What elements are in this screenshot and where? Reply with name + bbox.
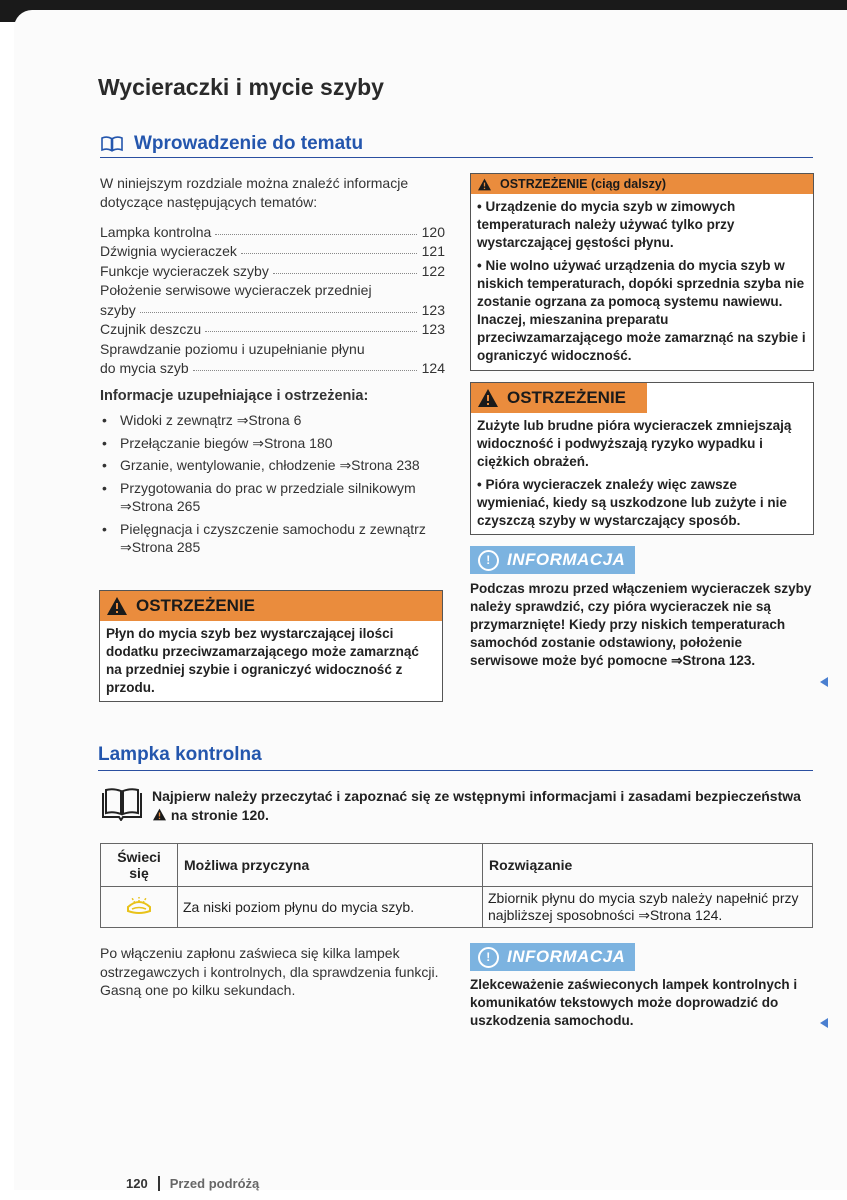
solution-cell: Zbiornik płynu do mycia szyb należy napełnić przy najbliższej sposobności ⇒Strona 124.: [483, 887, 813, 928]
info-icon: !: [478, 947, 499, 968]
toc-row[interactable]: [100, 259, 445, 279]
warning-header-text: OSTRZEŻENIE: [507, 388, 627, 407]
col-header-solution: Rozwiązanie: [483, 844, 813, 887]
toc-row[interactable]: [100, 220, 445, 240]
info-badge: [470, 546, 635, 574]
continue-marker-icon: [820, 677, 828, 687]
warning-triangle-icon: [477, 178, 492, 191]
col-header-lamp: Świeci się: [101, 844, 178, 887]
toc-label: do mycia szyb: [100, 360, 189, 376]
cause-cell: Za niski poziom płynu do mycia szyb.: [178, 887, 483, 928]
continue-marker-icon: [820, 1018, 828, 1028]
toc-label: Lampka kontrolna: [100, 223, 212, 240]
warning-triangle-icon: [477, 388, 499, 408]
footer-divider: [158, 1176, 160, 1191]
toc-row[interactable]: [100, 298, 445, 318]
toc-label: Dźwignia wycieraczek: [100, 243, 237, 259]
toc-list: [100, 220, 445, 376]
warning-header-text: OSTRZEŻENIE (ciąg dalszy): [500, 177, 667, 191]
warning-body: [471, 194, 813, 365]
info-text: Podczas mrozu przed włączeniem wycieraczek szyby należy sprawdzić, czy pióra wycieraczek nie są przymarznięte! Kiedy przy niskich temperaturach samochód zostanie odstawiony, położenie serwisowe może być pomocne ⇒Strona 123.: [470, 581, 812, 668]
toc-label: Czujnik deszczu: [100, 321, 202, 337]
info-text: Zlekceważenie zaświeconych lampek kontrolnych i komunikatów tekstowych może doprowadzić do uszkodzenia samochodu.: [470, 977, 798, 1028]
toc-row[interactable]: [100, 337, 445, 357]
toc-row[interactable]: [100, 357, 445, 377]
intro-text: W niniejszym rozdziale można znaleźć informacje dotyczące następujących tematów:: [100, 175, 409, 210]
table-header-row: [101, 844, 813, 887]
warning-box-continued: [470, 173, 814, 371]
toc-label: Położenie serwisowe wycieraczek przedniej: [100, 282, 372, 298]
toc-row[interactable]: [100, 318, 445, 338]
page-footer: [126, 1176, 259, 1191]
warning-header-text: OSTRZEŻENIE: [136, 596, 256, 615]
section-heading-lampka: [98, 744, 813, 771]
read-first-page-ref[interactable]: na stronie 120.: [170, 807, 269, 823]
page-title: Wycieraczki i mycie szyby: [98, 74, 384, 100]
warning-triangle-icon: [152, 808, 167, 821]
info-icon: !: [478, 550, 499, 571]
reference-item[interactable]: • Przełączanie biegów ⇒Strona 180: [100, 434, 445, 453]
washer-fluid-lamp-icon: [124, 893, 154, 917]
info-label: INFORMACJA: [507, 947, 626, 966]
indicator-table: [100, 843, 813, 928]
read-first-note: [152, 787, 802, 825]
toc-label: szyby: [100, 301, 136, 318]
warning-text: Płyn do mycia szyb bez wystarczającej ilości dodatku przeciwzamarzającego może zamarznąć na przedniej szybie i ograniczyć widoczność z przodu.: [106, 626, 419, 695]
info-warnings-subheading: Informacje uzupełniające i ostrzeżenia:: [100, 388, 369, 404]
toc-page: 123: [421, 301, 445, 318]
section-heading-intro: [100, 131, 813, 158]
reference-item[interactable]: • Grzanie, wentylowanie, chłodzenie ⇒Strona 238: [100, 456, 445, 475]
section-heading-text: Wprowadzenie do tematu: [134, 133, 364, 154]
toc-page: 122: [421, 262, 445, 279]
warning-body: [471, 413, 813, 530]
warning-box-washer-fluid: [99, 590, 443, 702]
reference-item[interactable]: • Widoki z zewnątrz ⇒Strona 6: [100, 411, 445, 430]
lamp-cell: [101, 887, 178, 928]
warning-item: • Nie wolno używać urządzenia do mycia szyb w niskich temperaturach, dopóki sprzednia szyba nie zostanie ogrzana za pomocą systemu nawiewu. Inaczej, mieszanina preparatu przeciwzamarzającego może zamarznąć na szybie i ograniczyć widoczność.: [477, 258, 806, 363]
toc-page: 121: [421, 243, 445, 259]
read-first-text: Najpierw należy przeczytać i zapoznać się ze wstępnymi informacjami i zasadami bezpieczeństwa: [152, 788, 801, 804]
info-badge: [470, 943, 635, 971]
read-first-book-icon: [100, 787, 144, 821]
info-label: INFORMACJA: [507, 550, 626, 569]
lamp-paragraph: Po włączeniu zapłonu zaświeca się kilka lampek ostrzegawczych i kontrolnych, dla sprawdzenia funkcji. Gasną one po kilku sekundach.: [100, 945, 439, 998]
reference-list: [100, 411, 445, 561]
toc-page: 123: [421, 321, 445, 337]
warning-header: [471, 383, 647, 413]
warning-item: • Pióra wycieraczek znaleźy więc zawsze wymieniać, kiedy są uszkodzone lub zużyte i nie czyszczą szyby w wystarczający sposób.: [477, 477, 787, 528]
warning-header: [100, 591, 442, 621]
warning-item: • Urządzenie do mycia szyb w zimowych temperaturach należy używać tylko przy wystarczającej gęstości płynu.: [477, 199, 736, 250]
warning-triangle-icon: [106, 596, 128, 616]
reference-item[interactable]: • Pielęgnacja i czyszczenie samochodu z zewnątrz ⇒Strona 285: [100, 520, 445, 557]
warning-item: Zużyte lub brudne pióra wycieraczek zmniejszają widoczność i podwyższają ryzyko wypadku i ciężkich obrażeń.: [477, 418, 792, 469]
toc-page: 124: [421, 360, 445, 376]
book-icon: [100, 136, 124, 152]
page-number: 120: [126, 1176, 148, 1191]
toc-label: Sprawdzanie poziomu i uzupełnianie płynu: [100, 340, 365, 357]
col-header-cause: Możliwa przyczyna: [178, 844, 483, 887]
footer-section: Przed podróżą: [169, 1176, 260, 1191]
section-heading-text: Lampka kontrolna: [98, 744, 262, 765]
toc-label: Funkcje wycieraczek szyby: [100, 262, 269, 279]
warning-header: [471, 174, 813, 194]
toc-row[interactable]: [100, 240, 445, 260]
warning-box-wiper-blades: [470, 382, 814, 535]
toc-page: 120: [421, 223, 445, 240]
reference-item[interactable]: • Przygotowania do prac w przedziale silnikowym ⇒Strona 265: [100, 479, 445, 516]
table-row: [101, 887, 813, 928]
toc-row[interactable]: [100, 279, 445, 299]
